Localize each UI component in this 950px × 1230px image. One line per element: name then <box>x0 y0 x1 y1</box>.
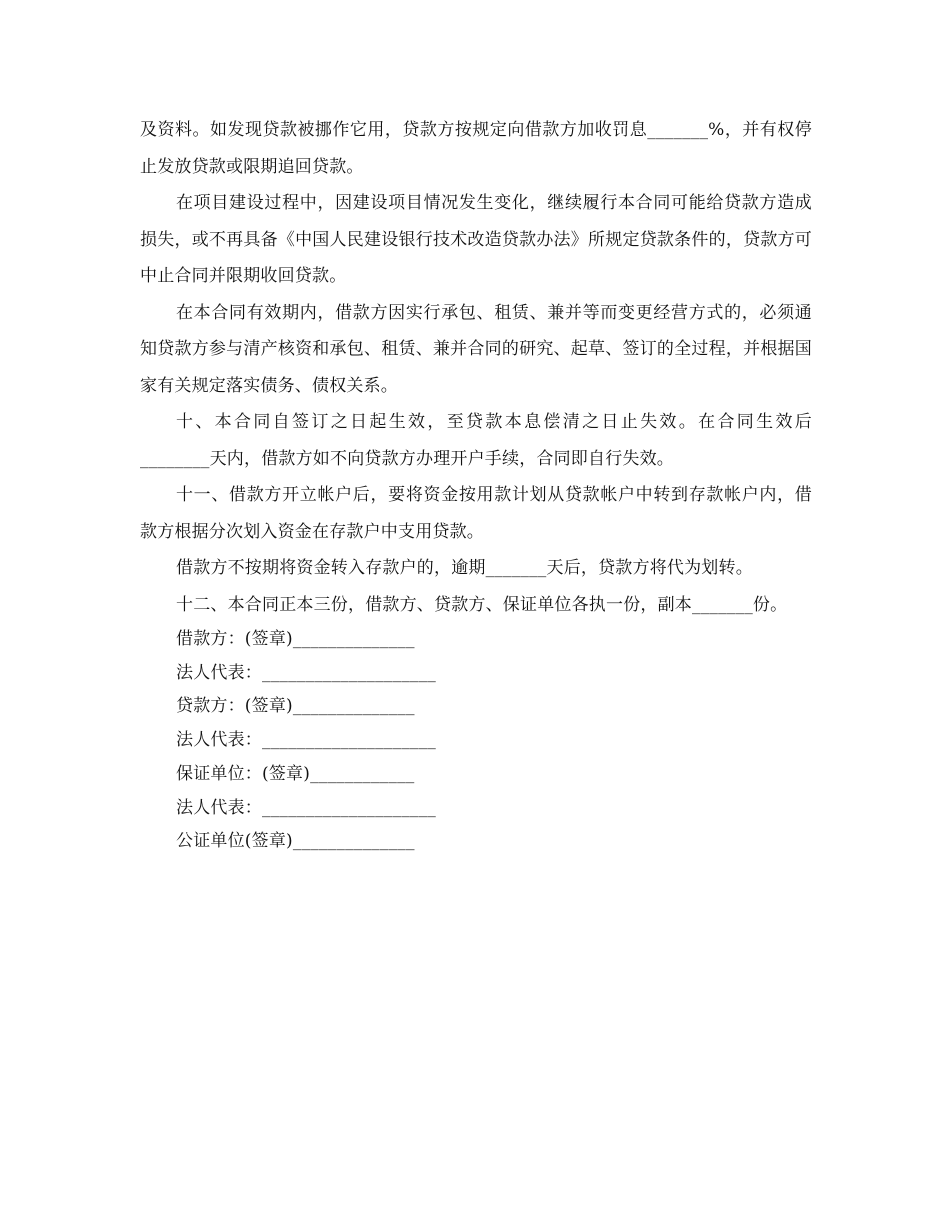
signature-guarantor-legal-rep: 法人代表：____________________ <box>176 797 436 818</box>
paragraph-project-change: 在项目建设过程中，因建设项目情况发生变化，继续履行本合同可能给贷款方造成损失，或不再具备《中国人民建设银行技术改造贷款办法》所规定贷款条件的，贷款方可中止合同并限期收回贷款。 <box>140 193 812 286</box>
paragraph-business-change: 在本合同有效期内，借款方因实行承包、租赁、兼并等而变更经营方式的，必须通知贷款方参与清产核资和承包、租赁、兼并合同的研究、起草、签订的全过程，并根据国家有关规定落实债务、债权关系。 <box>140 302 812 396</box>
signature-lender-legal-rep: 法人代表：____________________ <box>176 730 436 751</box>
clause-ten-effective: 十、本合同自签订之日起生效，至贷款本息偿清之日止失效。在合同生效后________天内，借款方如不向贷款方办理开户手续，合同即自行失效。 <box>140 412 812 469</box>
paragraph-penalty-interest: 及资料。如发现贷款被挪作它用，贷款方按规定向借款方加收罚息_______%，并有权停止发放贷款或限期追回贷款。 <box>140 120 812 177</box>
signature-notary: 公证单位(签章)______________ <box>176 831 415 852</box>
document-body <box>140 112 812 859</box>
signature-block <box>140 623 812 859</box>
signature-lender: 贷款方：(签章)______________ <box>176 696 415 717</box>
signature-borrower: 借款方：(签章)______________ <box>176 629 415 649</box>
paragraph-overdue-transfer: 借款方不按期将资金转入存款户的，逾期_______天后，贷款方将代为划转。 <box>176 558 753 578</box>
signature-guarantor: 保证单位：(签章)____________ <box>176 763 415 784</box>
clause-eleven-account: 十一、借款方开立帐户后，要将资金按用款计划从贷款帐户中转到存款帐户内，借款方根据分次划入资金在存款户中支用贷款。 <box>140 485 812 542</box>
signature-borrower-legal-rep: 法人代表：____________________ <box>176 662 436 683</box>
clause-twelve-copies: 十二、本合同正本三份，借款方、贷款方、保证单位各执一份，副本_______份。 <box>176 594 788 615</box>
